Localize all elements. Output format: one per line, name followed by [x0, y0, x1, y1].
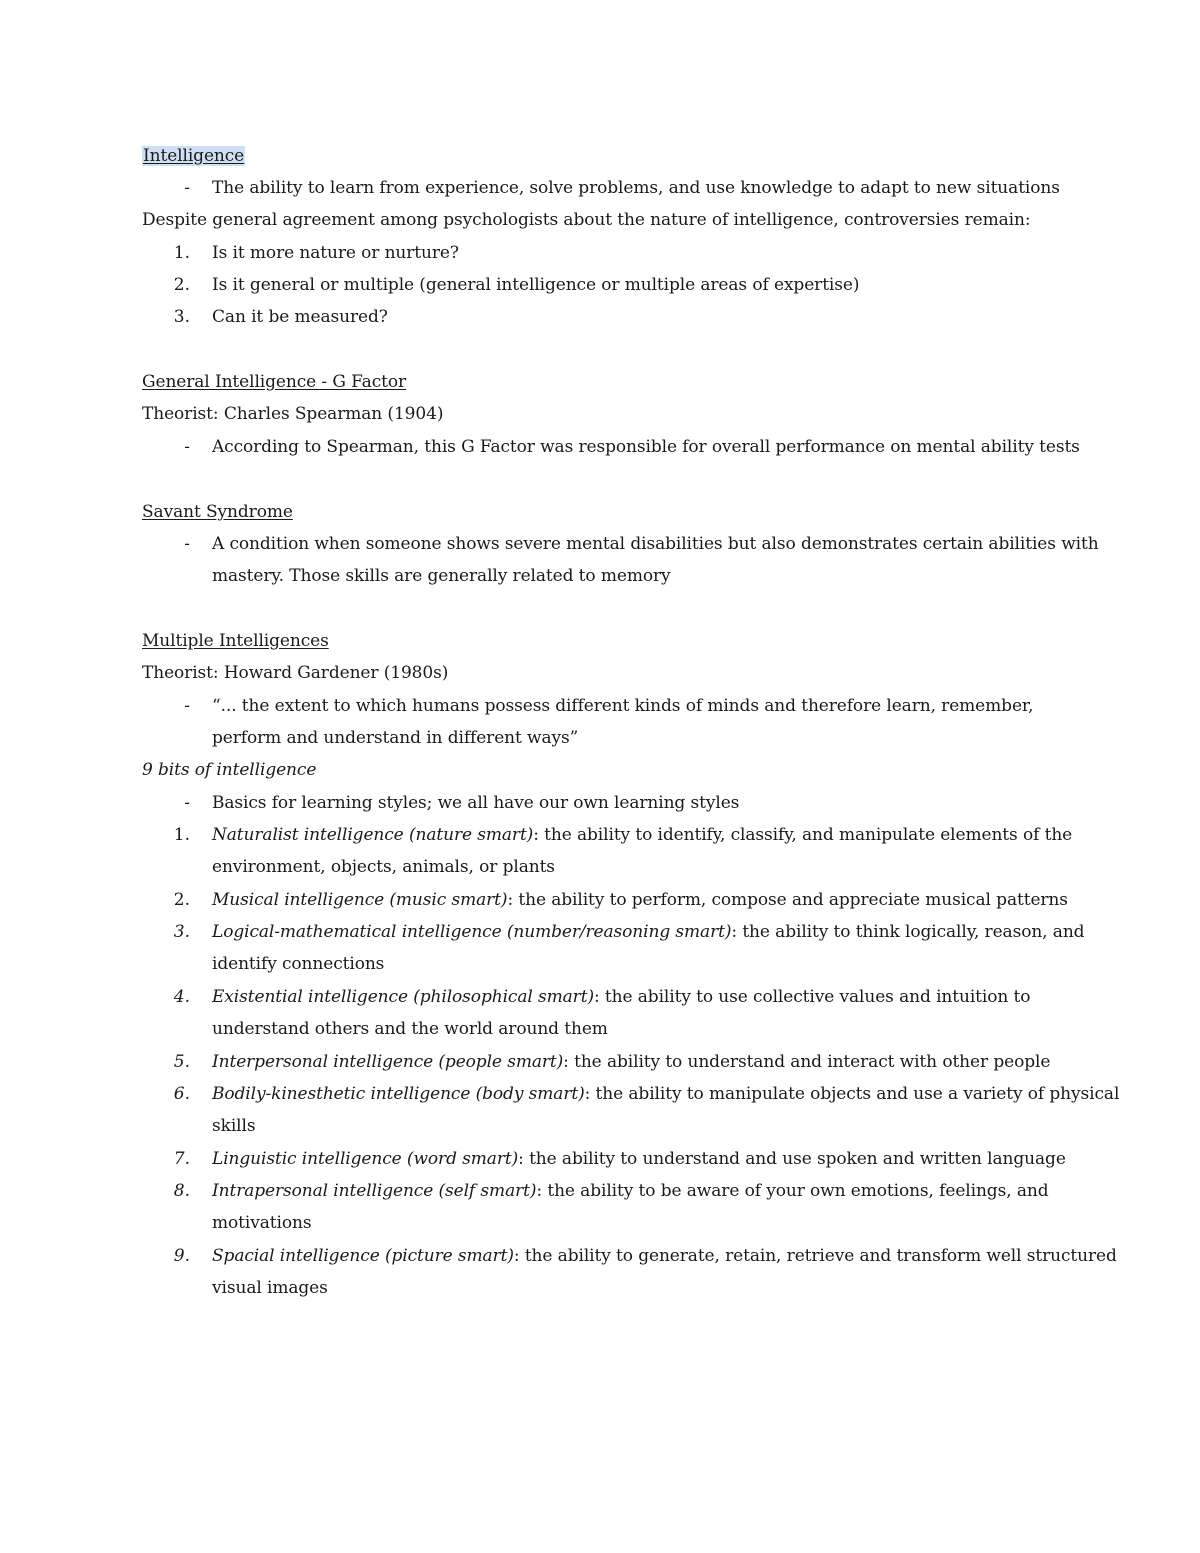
intelligence-term: Linguistic intelligence (word smart) [212, 1149, 519, 1169]
definition-bullet: The ability to learn from experience, solve problems, and use knowledge to adapt to new situations [212, 178, 1060, 198]
savant-bullet-line2: mastery. Those skills are generally related to memory [212, 566, 671, 586]
dash-bullet: - [184, 696, 190, 716]
list-number: 1. [173, 825, 190, 845]
intelligence-desc: : the ability to manipulate objects and use a variety of physical [584, 1084, 1120, 1104]
dash-bullet: - [184, 534, 190, 554]
savant-heading: Savant Syndrome [142, 502, 293, 522]
list-item-cont: visual images [212, 1278, 328, 1298]
multiple-theorist: Theorist: Howard Gardener (1980s) [142, 663, 449, 683]
list-item [212, 819, 1072, 851]
list-number: 8. [173, 1181, 190, 1201]
bits-bullet: Basics for learning styles; we all have our own learning styles [212, 793, 740, 813]
list-item: Is it more nature or nurture? [212, 243, 459, 263]
list-item [212, 1240, 1117, 1272]
list-item [212, 981, 1030, 1013]
list-item-cont: environment, objects, animals, or plants [212, 857, 555, 877]
intelligence-term: Logical-mathematical intelligence (number/reasoning smart) [212, 922, 732, 942]
intelligence-term: Intrapersonal intelligence (self smart) [212, 1181, 537, 1201]
list-number: 1. [173, 243, 190, 263]
list-item [212, 1143, 1066, 1175]
list-number: 2. [173, 275, 190, 295]
list-number: 5. [173, 1052, 190, 1072]
list-item: Is it general or multiple (general intelligence or multiple areas of expertise) [212, 275, 860, 295]
intelligence-term: Spacial intelligence (picture smart) [212, 1246, 514, 1266]
list-item-cont: motivations [212, 1213, 312, 1233]
intelligence-desc: : the ability to understand and use spoken and written language [518, 1149, 1066, 1169]
multiple-heading: Multiple Intelligences [142, 631, 329, 651]
dash-bullet: - [184, 178, 190, 198]
doc-title: Intelligence [143, 146, 245, 166]
list-number: 2. [173, 890, 190, 910]
quote-line2: perform and understand in different ways” [212, 728, 579, 748]
intelligence-term: Interpersonal intelligence (people smart) [212, 1052, 564, 1072]
list-item-cont: skills [212, 1116, 256, 1136]
list-number: 9. [173, 1246, 190, 1266]
intelligence-desc: : the ability to perform, compose and appreciate musical patterns [507, 890, 1068, 910]
list-item-cont: understand others and the world around them [212, 1019, 608, 1039]
list-item: Can it be measured? [212, 307, 388, 327]
list-item [212, 916, 1084, 948]
intelligence-desc: : the ability to identify, classify, and manipulate elements of the [533, 825, 1073, 845]
list-number: 3. [173, 922, 190, 942]
intelligence-desc: : the ability to use collective values and intuition to [593, 987, 1031, 1007]
dash-bullet: - [184, 437, 190, 457]
list-item [212, 1046, 1050, 1078]
intelligence-term: Naturalist intelligence (nature smart) [212, 825, 534, 845]
list-number: 6. [173, 1084, 190, 1104]
list-item [212, 1175, 1048, 1207]
list-item [212, 1078, 1119, 1110]
g-factor-bullet: According to Spearman, this G Factor was responsible for overall performance on mental ability tests [212, 437, 1080, 457]
intelligence-desc: : the ability to be aware of your own emotions, feelings, and [536, 1181, 1049, 1201]
bits-heading: 9 bits of intelligence [142, 760, 317, 780]
intelligence-term: Bodily-kinesthetic intelligence (body smart) [212, 1084, 585, 1104]
list-item-cont: identify connections [212, 954, 385, 974]
quote-line1: “... the extent to which humans possess different kinds of minds and therefore learn, remember, [212, 696, 1034, 716]
intelligence-desc: : the ability to think logically, reason, and [731, 922, 1085, 942]
intelligence-desc: : the ability to generate, retain, retrieve and transform well structured [513, 1246, 1117, 1266]
intelligence-term: Musical intelligence (music smart) [212, 890, 508, 910]
list-item [212, 884, 1068, 916]
g-factor-heading: General Intelligence - G Factor [142, 372, 407, 392]
list-number: 3. [173, 307, 190, 327]
intelligence-term: Existential intelligence (philosophical smart) [212, 987, 594, 1007]
list-number: 4. [173, 987, 190, 1007]
savant-bullet-line1: A condition when someone shows severe mental disabilities but also demonstrates certain abilities with [212, 534, 1099, 554]
dash-bullet: - [184, 793, 190, 813]
list-number: 7. [173, 1149, 190, 1169]
g-factor-theorist: Theorist: Charles Spearman (1904) [142, 404, 444, 424]
controversy-intro: Despite general agreement among psychologists about the nature of intelligence, controversies remain: [142, 210, 1031, 230]
intelligence-desc: : the ability to understand and interact with other people [563, 1052, 1051, 1072]
